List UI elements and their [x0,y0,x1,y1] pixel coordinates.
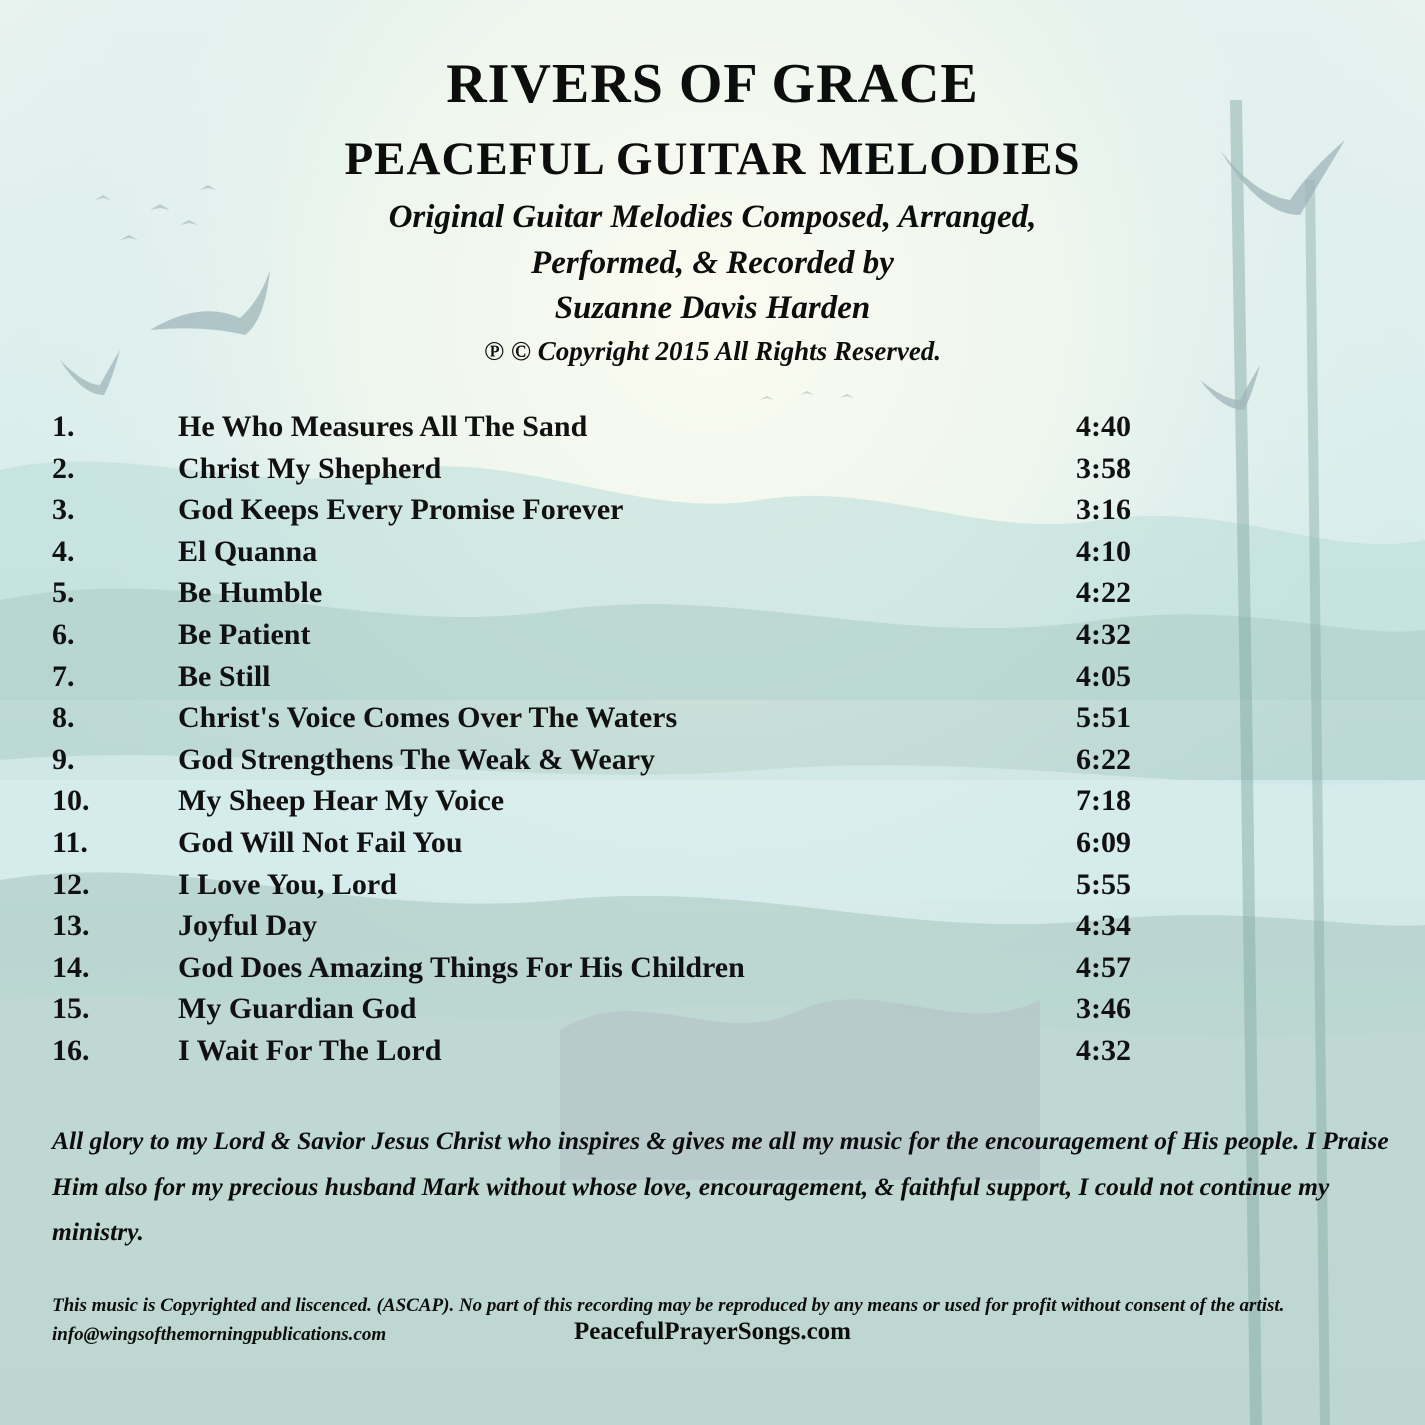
track-number: 13. [52,909,90,943]
track-row [0,408,1425,450]
album-title: RIVERS OF GRACE [446,53,979,115]
track-title: Be Still [178,659,271,693]
track-title: El Quanna [178,534,318,568]
album-subtitle: PEACEFUL GUITAR MELODIES [344,133,1081,185]
track-duration: 5:51 [1076,701,1131,735]
copyright-notice: ℗ © Copyright 2015 All Rights Reserved. [483,336,942,366]
track-duration: 4:32 [1076,617,1131,651]
track-number: 7. [52,659,75,693]
track-title: Be Humble [178,576,323,610]
track-title: God Will Not Fail You [178,825,463,859]
track-title: Joyful Day [178,909,318,943]
track-title: Christ My Shepherd [178,451,442,485]
track-duration: 7:18 [1076,784,1131,818]
track-duration: 3:58 [1076,451,1131,485]
track-number: 1. [52,410,75,443]
track-title: Be Patient [178,617,311,651]
track-duration: 4:22 [1076,576,1131,610]
track-duration: 4:40 [1076,410,1131,443]
track-duration: 4:32 [1076,1033,1131,1067]
track-duration: 4:34 [1076,909,1131,943]
track-number: 15. [52,992,90,1026]
track-number: 4. [52,534,75,568]
credit-line: Original Guitar Melodies Composed, Arranged, [388,199,1037,235]
track-number: 14. [52,950,90,984]
track-row [0,658,1425,700]
credit-line: Performed, & Recorded by [531,245,894,281]
track-row [0,824,1425,866]
track-title: I Wait For The Lord [178,1033,442,1067]
track-row [0,782,1425,824]
track-title: God Keeps Every Promise Forever [178,493,624,527]
track-title: He Who Measures All The Sand [178,410,588,443]
track-duration: 5:55 [1076,867,1131,901]
track-title: My Guardian God [178,992,417,1026]
track-title: My Sheep Hear My Voice [178,784,505,818]
track-duration: 4:05 [1076,659,1131,693]
track-number: 16. [52,1033,90,1067]
track-row [0,491,1425,533]
track-row [0,741,1425,783]
dedication-text: All glory to my Lord & Savior Jesus Christ who inspires & gives me all my music for the encouragement of His people. I Praise Him also for my precious husband Mark without whose love, encouragement, & faithful support, I could not continue my ministry. [52,1126,1389,1246]
track-title: God Strengthens The Weak & Weary [178,742,656,776]
track-number: 8. [52,701,75,735]
track-number: 12. [52,867,90,901]
legal-notice: This music is Copyrighted and liscenced. (ASCAP). No part of this recording may be reproduced by any means or used for profit without consent of the artist. info@wingsofthemorningpublications.com [52,1295,1285,1345]
track-title: Christ's Voice Comes Over The Waters [178,701,678,735]
track-duration: 3:46 [1076,992,1131,1026]
artist-name: Suzanne Davis Harden [554,290,871,326]
track-number: 2. [52,451,75,485]
track-row [0,574,1425,616]
website-link[interactable]: PeacefulPrayerSongs.com [573,1318,851,1345]
track-row [0,1032,1425,1074]
track-row [0,450,1425,492]
track-title: I Love You, Lord [178,867,397,901]
track-row [0,616,1425,658]
track-number: 9. [52,742,75,776]
track-duration: 4:57 [1076,950,1131,984]
track-list [0,408,1425,1074]
track-title: God Does Amazing Things For His Children [178,950,745,984]
track-row [0,699,1425,741]
track-number: 11. [52,825,88,859]
track-number: 5. [52,576,75,610]
track-number: 10. [52,784,90,818]
track-duration: 6:22 [1076,742,1131,776]
track-row [0,990,1425,1032]
track-row [0,907,1425,949]
track-duration: 4:10 [1076,534,1131,568]
track-row [0,533,1425,575]
track-number: 3. [52,493,75,527]
track-number: 6. [52,617,75,651]
track-duration: 3:16 [1076,493,1131,527]
track-row [0,866,1425,908]
track-row [0,949,1425,991]
track-duration: 6:09 [1076,825,1131,859]
